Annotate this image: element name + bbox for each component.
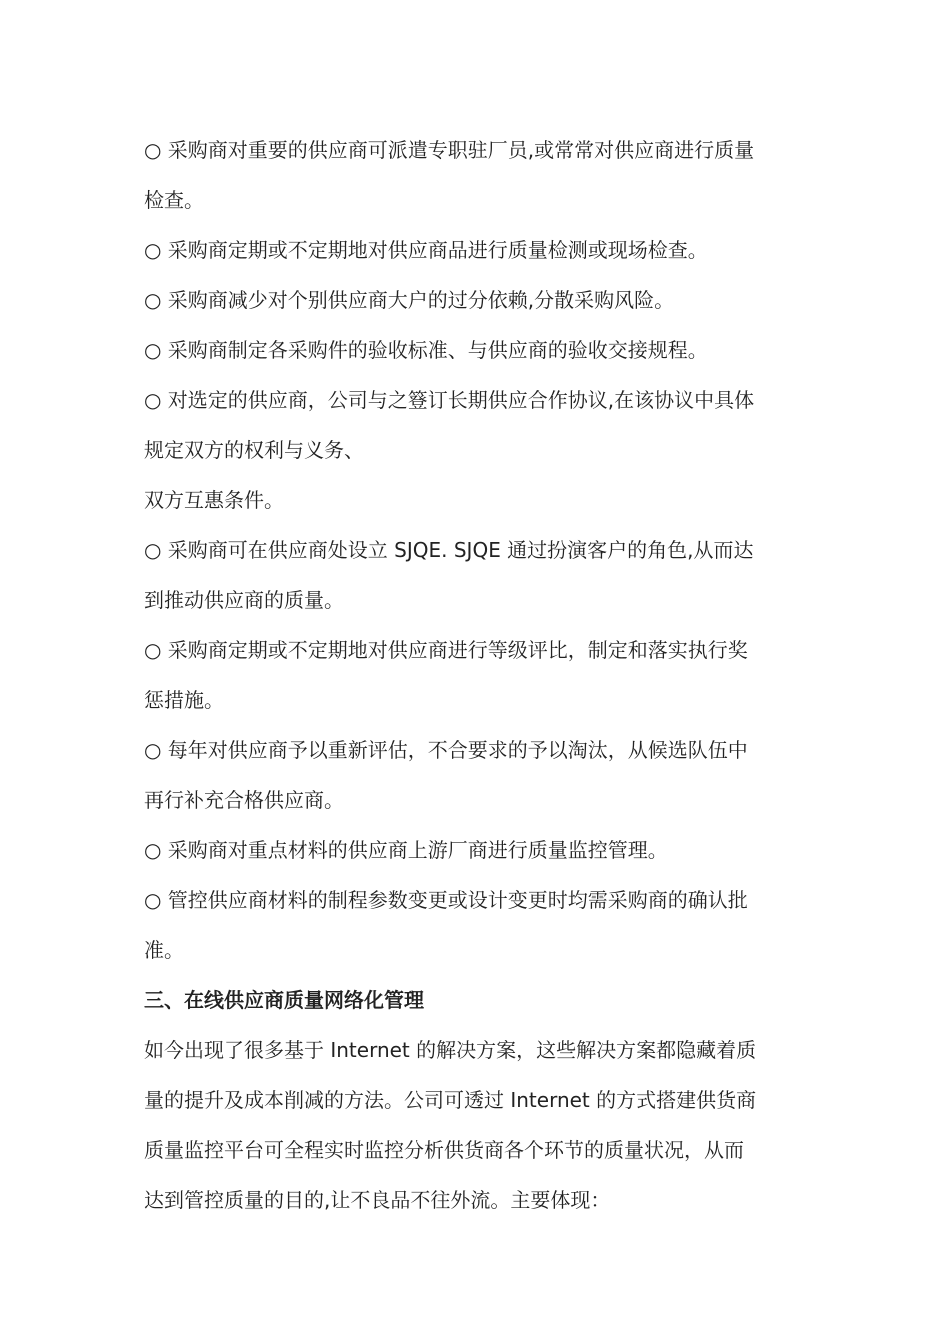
text-line: 到推动供应商的质量。 [144, 588, 344, 612]
text-line: 惩措施。 [144, 688, 224, 712]
text-line: 双方互惠条件。 [144, 488, 284, 512]
text-line: ○ 采购商定期或不定期地对供应商品进行质量检测或现场检查。 [144, 238, 708, 262]
text-line: ○ 管控供应商材料的制程参数变更或设计变更时均需采购商的确认批 [144, 888, 748, 912]
text-line: ○ 采购商减少对个别供应商大户的过分依赖,分散采购风险。 [144, 288, 675, 312]
paragraph-line: 量的提升及成本削减的方法。公司可透过 Internet 的方式搭建供货商 [144, 1088, 757, 1112]
text-line: 规定双方的权利与义务、 [144, 438, 364, 462]
text-line: 检查。 [144, 188, 204, 212]
paragraph-line: 如今出现了很多基于 Internet 的解决方案，这些解决方案都隐藏着质 [144, 1038, 757, 1062]
text-line: 再行补充合格供应商。 [144, 788, 344, 812]
text-line: ○ 对选定的供应商，公司与之簦订长期供应合作协议,在该协议中具体 [144, 388, 755, 412]
text-line: 准。 [144, 938, 184, 962]
section-heading: 三、在线供应商质量网络化管理 [144, 988, 424, 1012]
paragraph-line: 达到管控质量的目的,让不良品不往外流。主要体现： [144, 1188, 611, 1212]
paragraph-line: 质量监控平台可全程实时监控分析供货商各个环节的质量状况，从而 [144, 1138, 744, 1162]
text-line: ○ 采购商对重点材料的供应商上游厂商进行质量监控管理。 [144, 838, 668, 862]
text-line: ○ 采购商定期或不定期地对供应商进行等级评比，制定和落实执行奖 [144, 638, 748, 662]
text-line: ○ 采购商对重要的供应商可派遣专职驻厂员,或常常对供应商进行质量 [144, 138, 755, 162]
document-body [144, 125, 806, 1225]
text-line: ○ 每年对供应商予以重新评估，不合要求的予以淘汰，从候选队伍中 [144, 738, 748, 762]
text-line: ○ 采购商可在供应商处设立 SJQE. SJQE 通过扮演客户的角色,从而达 [144, 538, 754, 562]
text-line: ○ 采购商制定各采购件的验收标准、与供应商的验收交接规程。 [144, 338, 708, 362]
